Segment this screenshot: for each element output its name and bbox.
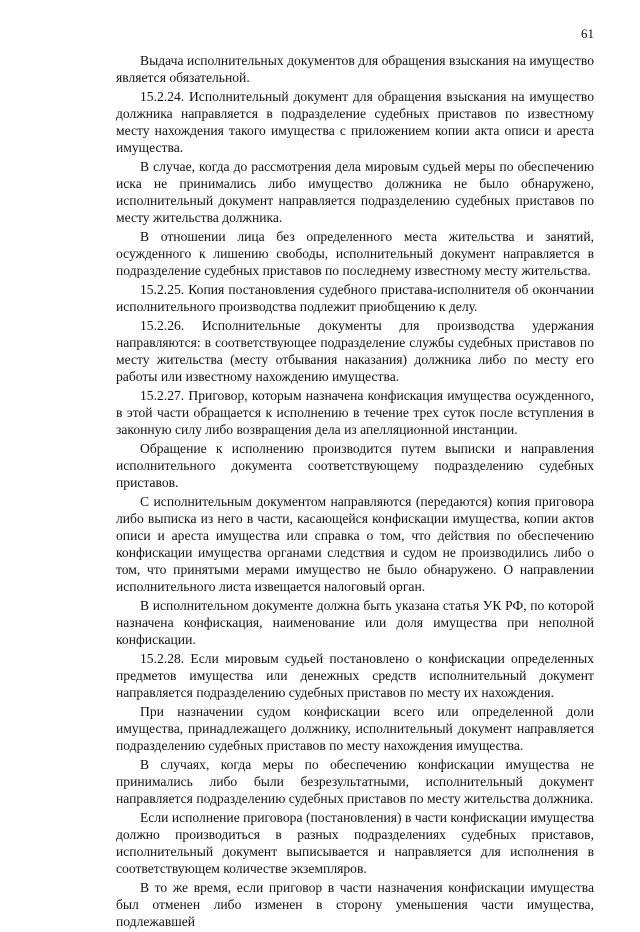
paragraph: 15.2.26. Исполнительные документы для производства удержания направляются: в соответствующее подразделение службы судебных приставов по месту жительства (месту отбывания наказания) должника либо по месту его работы или известному нахождению имущества.	[116, 318, 594, 384]
paragraph: С исполнительным документом направляются (передаются) копия приговора либо выписка из него в части, касающейся конфискации имущества, копии актов описи и ареста имущества или справка о том, что действия по обеспечению конфискации имущества органами следствия и судом не производились либо о том, что принятыми мерами имущество не было обнаружено. О направлении исполнительного листа извещается налоговый орган.	[116, 494, 594, 594]
paragraph: В то же время, если приговор в части назначения конфискации имущества был отменен либо изменен в сторону уменьшения части имущества, подлежавшей	[116, 880, 594, 929]
paragraph: 15.2.24. Исполнительный документ для обращения взыскания на имущество должника направляется в подразделение судебных приставов по известному месту нахождения такого имущества с приложением копии акта описи и ареста имущества.	[116, 89, 594, 155]
paragraph: В исполнительном документе должна быть указана статья УК РФ, по которой назначена конфискация, наименование или доля имущества при неполной конфискации.	[116, 598, 594, 647]
page-number: 61	[581, 26, 594, 41]
paragraph: Если исполнение приговора (постановления) в части конфискации имущества должно производиться в разных подразделениях судебных приставов, исполнительный документ выписывается и направляется для исполнения в соответствующем количестве экземпляров.	[116, 810, 594, 876]
paragraph: Выдача исполнительных документов для обращения взыскания на имущество является обязательной.	[116, 53, 594, 85]
document-body	[116, 52, 594, 932]
paragraph: Обращение к исполнению производится путем выписки и направления исполнительного документа соответствующему подразделению судебных приставов.	[116, 441, 594, 490]
paragraph: В случае, когда до рассмотрения дела мировым судьей меры по обеспечению иска не принимались либо имущество должника не было обнаружено, исполнительный документ направляется подразделению судебных приставов по месту жительства должника.	[116, 159, 594, 225]
paragraph: При назначении судом конфискации всего или определенной доли имущества, принадлежащего должнику, исполнительный документ направляется подразделению судебных приставов по месту нахождения имущества.	[116, 704, 594, 753]
paragraph: В случаях, когда меры по обеспечению конфискации имущества не принимались либо были безрезультатными, исполнительный документ направляется подразделению судебных приставов по месту жительства должника.	[116, 757, 594, 806]
paragraph: 15.2.27. Приговор, которым назначена конфискация имущества осужденного, в этой части обращается к исполнению в течение трех суток после вступления в законную силу либо возвращения дела из апелляционной инстанции.	[116, 388, 594, 437]
paragraph: 15.2.28. Если мировым судьей постановлено о конфискации определенных предметов имущества или денежных средств исполнительный документ направляется подразделению судебных приставов по месту их нахождения.	[116, 651, 594, 700]
paragraph: 15.2.25. Копия постановления судебного пристава-исполнителя об окончании исполнительного производства подлежит приобщению к делу.	[116, 282, 594, 314]
paragraph: В отношении лица без определенного места жительства и занятий, осужденного к лишению свободы, исполнительный документ направляется в подразделение судебных приставов по последнему известному месту жительства.	[116, 229, 594, 278]
